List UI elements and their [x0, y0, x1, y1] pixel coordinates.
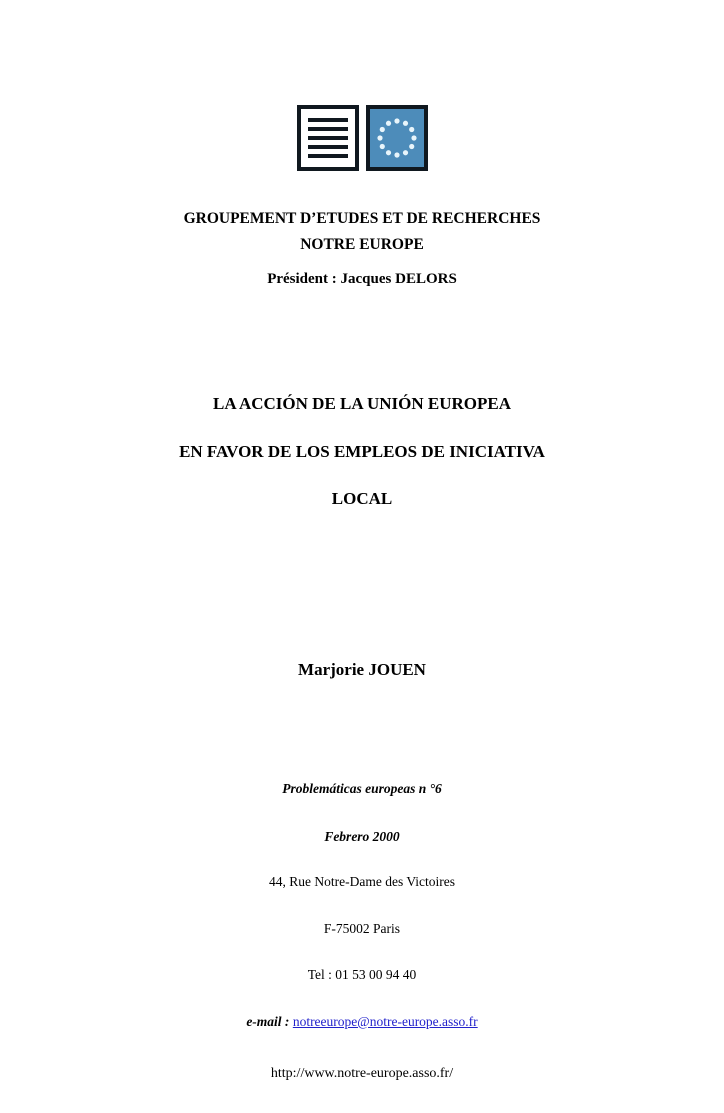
document-title-line3: LOCAL	[331, 489, 393, 508]
email-label: e-mail :	[246, 1013, 293, 1029]
phone-line: Tel : 01 53 00 94 40	[307, 967, 417, 982]
organization-name-line2: NOTRE EUROPE	[300, 236, 424, 253]
document-lines-icon	[297, 105, 359, 171]
series-title: Problemáticas europeas n °6	[282, 781, 442, 796]
author-name: Marjorie JOUEN	[298, 660, 426, 679]
eu-stars-circle	[370, 109, 424, 167]
document-title-line1: LA ACCIÓN DE LA UNIÓN EUROPEA	[212, 394, 511, 413]
series-date: Febrero 2000	[324, 829, 400, 844]
email-link[interactable]: notreeurope@notre-europe.asso.fr	[292, 1013, 478, 1029]
address-city: F-75002 Paris	[323, 920, 401, 936]
organization-name-line1: GROUPEMENT D’ETUDES ET DE RECHERCHES	[183, 210, 541, 227]
website-url: http://www.notre-europe.asso.fr/	[270, 1066, 454, 1081]
president-line: Président : Jacques DELORS	[267, 271, 457, 287]
contact-block	[0, 843, 724, 1113]
eu-flag-icon	[366, 105, 428, 171]
email-line	[0, 1014, 724, 1030]
logo-group	[0, 105, 724, 171]
document-title-line2: EN FAVOR DE LOS EMPLEOS DE INICIATIVA	[179, 442, 545, 461]
address-street: 44, Rue Notre-Dame des Victoires	[268, 874, 455, 889]
